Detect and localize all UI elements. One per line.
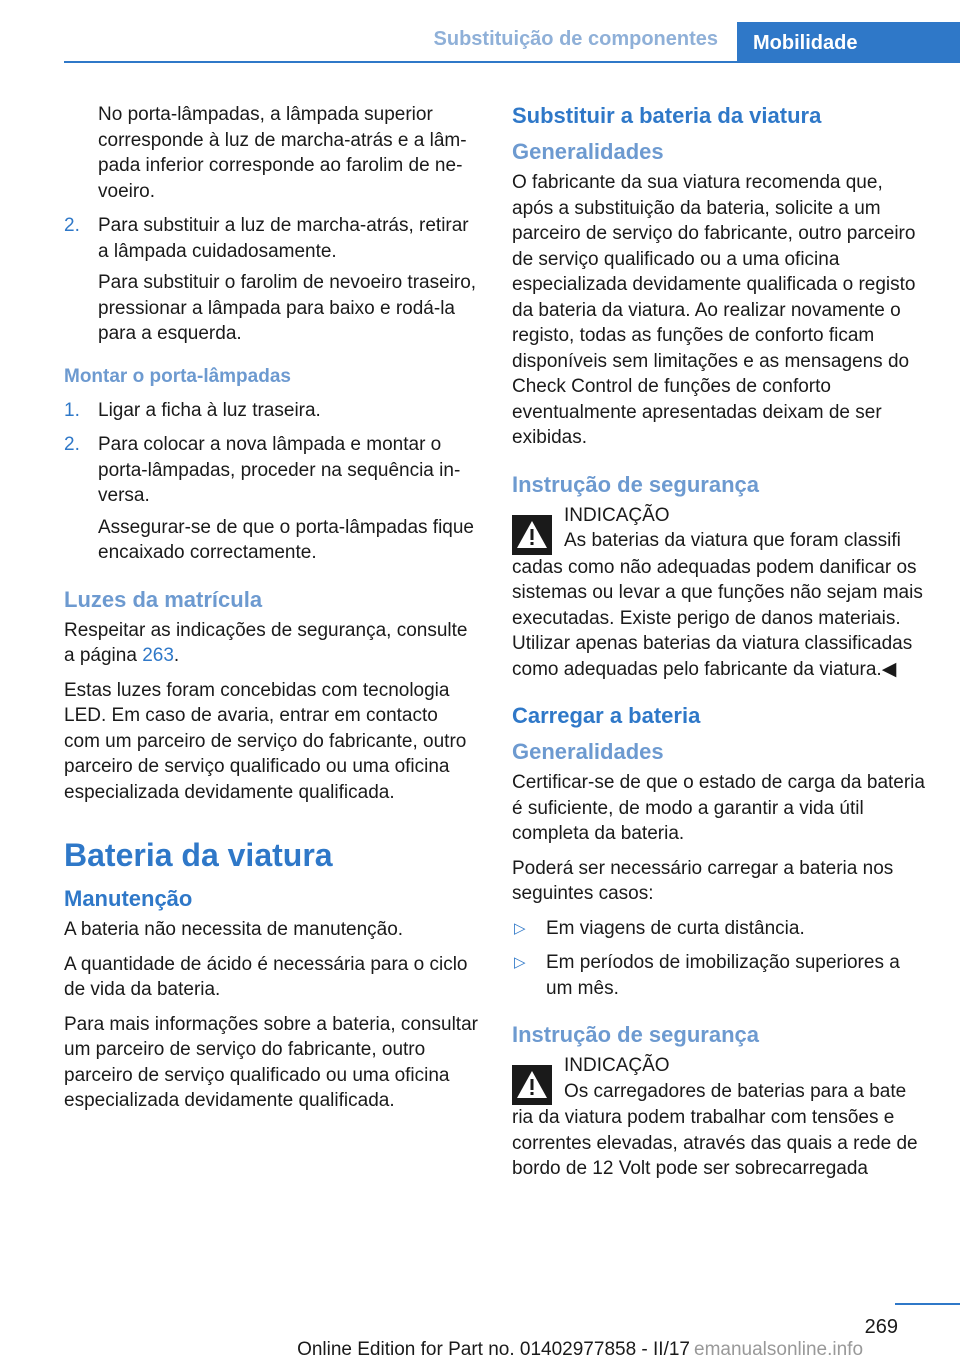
text-span: Respeitar as indicações de segurança, consulte a página <box>64 619 468 666</box>
bullet-triangle-icon: ▷ <box>514 919 526 937</box>
safety-notice <box>512 503 928 555</box>
step-number: 2. <box>64 434 80 455</box>
paragraph: Estas luzes foram concebidas com tecnologia LED. Em caso de avaria, entrar em contacto com um parceiro de serviço do fabricante, outro parceiro de serviço qualificado ou uma oficina especializada devidamente qualificada. <box>64 679 467 803</box>
step-subparagraph: Para substituir o farolim de nevoeiro traseiro, pressionar a lâmpada para baixo e rodá-la para a esquerda. <box>98 272 477 344</box>
section-heading: Carregar a bateria <box>512 703 701 728</box>
paragraph <box>64 618 478 669</box>
list-item <box>64 213 478 347</box>
bullet-list <box>512 916 928 1002</box>
section-heading: Manutenção <box>64 886 193 911</box>
step-subparagraph: Assegurar-se de que o porta-lâmpadas fique encaixado correctamente. <box>98 516 475 563</box>
edition-note: Online Edition for Part no. 01402977858 - II/17 <box>297 1339 690 1360</box>
header-rule <box>64 61 960 63</box>
paragraph: Para mais informações sobre a bateria, consultar um parceiro de serviço do fabricante, outro parceiro de serviço qualificado ou uma oficina especializada devidamente qualificada. <box>64 1013 478 1111</box>
notice-title: INDICAÇÃO <box>564 504 670 526</box>
step-number: 1. <box>64 399 80 421</box>
bullet-text: Em períodos de imobilização superiores a um mês. <box>546 952 900 999</box>
paragraph: A quantidade de ácido é necessária para o ciclo de vida da bateria. <box>64 953 468 1000</box>
step-text: Ligar a ficha à luz traseira. <box>98 399 321 421</box>
subsection-heading: Instrução de segurança <box>512 471 759 497</box>
watermark: emanualsonline.info <box>694 1339 864 1360</box>
step-list <box>64 398 478 566</box>
text-span: . <box>173 645 180 666</box>
step-text: Para substituir a luz de marcha-atrás, retirar a lâmpada cuidadosamente. <box>98 215 469 262</box>
notice-body: ria da viatura podem trabalhar com tensões e correntes elevadas, através das quais a rede de bordo de 12 Volt pode ser sobrecarregada <box>512 1107 918 1179</box>
page-link[interactable]: 263 <box>142 645 174 666</box>
footer-rule <box>895 1303 960 1305</box>
continued-paragraph: No porta-lâmpadas, a lâmpada superior corresponde à luz de marcha-atrás e a lâmpada inferior corresponde ao farolim de nevoeiro. <box>98 104 467 202</box>
subsection-heading: Generalidades <box>512 739 664 764</box>
paragraph: O fabricante da sua viatura recomenda que, após a substituição da bateria, solicite a um parceiro de serviço do fabricante, outro parceiro de serviço qualificado ou a uma oficina especializada devidamente qualificada o registo da bateria da viatura. Ao realizar novamente o registo, todas as funções de conforto ficam disponíveis sem limitações e as mensagens do Check Control de funções de conforto eventualmente apresentadas deixam de ser exibidas. <box>512 172 916 448</box>
header-chapter-tab: Mobilidade <box>737 22 960 63</box>
left-column <box>64 102 478 1123</box>
section-heading: Substituir a bateria da viatura <box>512 103 822 128</box>
page-number: 269 <box>864 1316 898 1338</box>
notice-title: INDICAÇÃO <box>564 1055 670 1076</box>
chapter-heading: Bateria da viatura <box>64 837 333 873</box>
section-heading: Luzes da matrícula <box>64 586 263 612</box>
warning-icon <box>512 515 552 555</box>
notice-first-line: Os carregadores de baterias para a bate <box>564 1080 907 1102</box>
paragraph: Certificar-se de que o estado de carga da bateria é suficiente, de modo a garantir a vida útil completa da bateria. <box>512 772 925 844</box>
safety-notice <box>512 1053 928 1105</box>
step-text: Para colocar a nova lâmpada e montar o porta-lâmpadas, proceder na sequência inversa. <box>98 434 461 506</box>
right-column <box>512 102 928 1191</box>
header-section-title: Substituição de componentes <box>433 28 718 50</box>
notice-first-line: As baterias da viatura que foram classifi <box>564 530 901 551</box>
bullet-triangle-icon: ▷ <box>514 954 526 971</box>
step-list-continued <box>64 213 478 347</box>
list-item <box>512 950 928 1001</box>
subsection-heading: Generalidades <box>512 139 664 164</box>
list-item <box>64 398 478 424</box>
list-item <box>512 916 928 942</box>
bullet-text: Em viagens de curta distância. <box>546 917 805 939</box>
step-number: 2. <box>64 215 80 236</box>
warning-icon <box>512 1065 552 1105</box>
subsection-heading: Instrução de segurança <box>512 1022 759 1047</box>
notice-body: cadas como não adequadas podem danificar os sistemas ou levar a que funções não sejam mais executadas. Existe perigo de danos materiais. Utilizar apenas baterias da viatura classificadas como adequadas pelo fabricante da viatura.◀ <box>512 556 923 680</box>
section-heading: Montar o porta-lâmpadas <box>64 365 291 387</box>
paragraph: Poderá ser necessário carregar a bateria nos seguintes casos: <box>512 857 894 904</box>
paragraph: A bateria não necessita de manutenção. <box>64 919 404 940</box>
list-item <box>64 432 478 566</box>
